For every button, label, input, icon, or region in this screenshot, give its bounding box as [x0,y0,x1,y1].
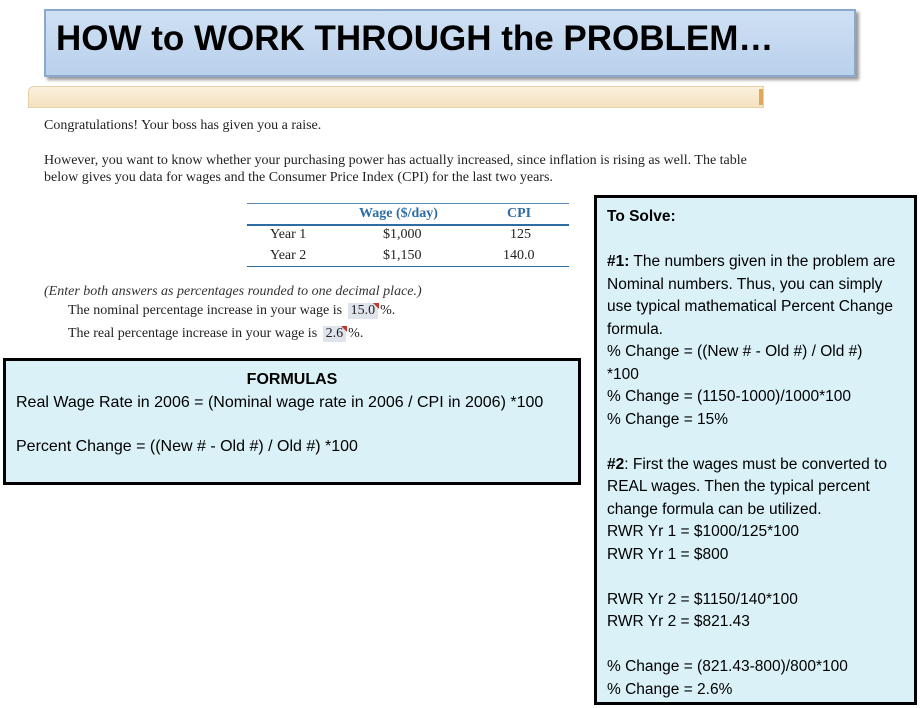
real-answer-field[interactable] [323,326,347,342]
table-rule [247,224,569,226]
solution-box [594,195,917,705]
answer-instruction: (Enter both answers as percentages rounded to one decimal place.) [44,284,422,299]
step2-text: : First the wages must be converted to REAL wages. Then the typical percent change formula can be utilized. [607,455,888,518]
nominal-question [68,303,395,319]
bar-edge [759,89,763,105]
step2-line: RWR Yr 2 = $1150/140*100 [607,590,798,608]
real-question [68,326,363,342]
table-rule [247,266,569,267]
nominal-answer: 15.0 [350,303,376,318]
step2-line: % Change = (821.43-800)/800*100 [607,658,848,675]
row-label: Year 2 [270,248,307,263]
step1-line: % Change = (1150-1000)/1000*100 [607,388,852,405]
title-banner [44,9,856,77]
comment-marker [341,326,347,332]
step1-paragraph [607,251,908,341]
cpi-cell: 125 [510,227,531,242]
formulas-box [3,358,581,485]
problem-context: However, you want to know whether your purchasing power has actually increased, since inflation is rising as well. The table below gives you data for wages and the Consumer Price Index (CPI) for the last two years. [44,153,747,185]
step2-line: RWR Yr 1 = $1000/125*100 [607,523,800,540]
real-prompt: The real percentage increase in your wage is [68,326,318,341]
step1-line: *100 [607,365,639,383]
step1-text: The numbers given in the problem are Nominal numbers. Thus, you can simply use typical mathematical Percent Change formula. [607,253,896,338]
table-rule [247,203,569,204]
step1-line: % Change = ((New # - Old #) / Old #) [607,343,863,360]
formulas-heading: FORMULAS [246,371,338,388]
nominal-answer-field[interactable] [348,303,379,319]
step2-line: RWR Yr 2 = $821.43 [607,613,750,630]
step2-line: % Change = 2.6% [607,680,733,698]
cpi-header: CPI [507,206,532,221]
step1-label: #1: [607,253,630,270]
step1-line: % Change = 15% [607,410,729,428]
percent-sign: %. [348,326,364,341]
step2-paragraph [607,454,908,522]
wage-cell: $1,000 [383,227,422,242]
step2-label: #2 [607,455,625,473]
comment-marker [373,303,379,309]
row-label: Year 1 [270,227,307,242]
wage-header: Wage ($/day) [359,206,438,221]
percent-change-formula: Percent Change = ((New # - Old #) / Old #) *100 [16,438,358,455]
wage-cell: $1,150 [383,248,422,263]
nominal-prompt: The nominal percentage increase in your wage is [68,303,343,318]
real-wage-formula: Real Wage Rate in 2006 = (Nominal wage rate in 2006 / CPI in 2006) *100 [16,394,544,411]
cpi-cell: 140.0 [503,248,535,263]
problem-header-bar [28,86,764,108]
step2-line: RWR Yr 1 = $800 [607,545,729,563]
solve-heading: To Solve: [607,208,676,225]
real-answer: 2.6 [325,326,344,341]
page-title: HOW to WORK THROUGH the PROBLEM… [56,19,774,58]
problem-intro: Congratulations! Your boss has given you a raise. [44,118,322,133]
percent-sign: %. [380,303,396,318]
